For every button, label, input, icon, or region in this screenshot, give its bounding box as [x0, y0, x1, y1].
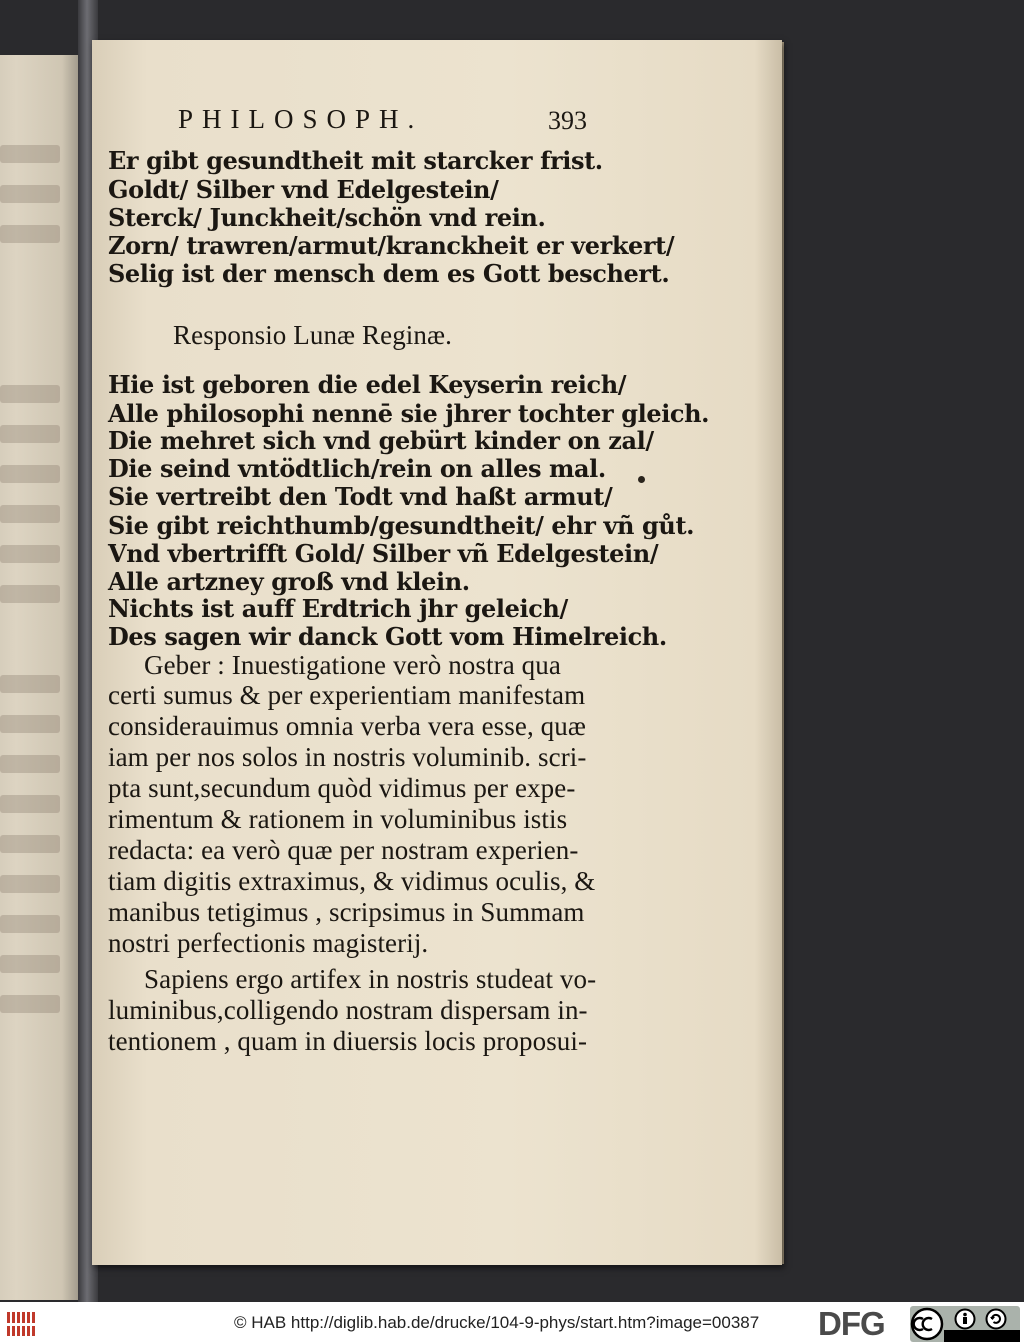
facing-page-text-fragment: [0, 385, 60, 403]
source-link[interactable]: © HAB http://diglib.hab.de/drucke/104-9-phys/start.htm?image=00387: [234, 1313, 760, 1332]
facing-page-text-fragment: [0, 585, 60, 603]
verse-line: Er gibt gesundtheit mit starcker frist.: [108, 146, 603, 175]
facing-page-text-fragment: [0, 795, 60, 813]
latin-line: considerauimus omnia verba vera esse, quæ: [108, 711, 586, 741]
latin-line: iam per nos solos in nostris voluminib. scri-: [108, 742, 587, 772]
hab-logo-icon: [6, 1310, 40, 1338]
verse-line: Sie vertreibt den Todt vnd haßt armut/: [108, 482, 613, 511]
section-heading: Responsio Lunæ Reginæ.: [173, 320, 452, 350]
latin-line: pta sunt,secundum quòd vidimus per expe-: [108, 773, 576, 803]
latin-line: Sapiens ergo artifex in nostris studeat vo-: [144, 964, 597, 994]
latin-line: luminibus,colligendo nostram dispersam in-: [108, 995, 588, 1025]
facing-page-text-fragment: [0, 875, 60, 893]
facing-page-text-fragment: [0, 995, 60, 1013]
verse-line: Goldt/ Silber vnd Edelgestein/: [108, 175, 499, 204]
verse-line: Sie gibt reichthumb/gesundtheit/ ehr vñ gůt.: [108, 511, 695, 540]
facing-page-text-fragment: [0, 715, 60, 733]
latin-line: manibus tetigimus , scripsimus in Summam: [108, 897, 585, 927]
verse-line: Die seind vntödtlich/rein on alles mal.: [108, 454, 606, 483]
facing-page-text-fragment: [0, 675, 60, 693]
latin-line: nostri perfectionis magisterij.: [108, 928, 429, 958]
facing-page-text-fragment: [0, 185, 60, 203]
latin-line: redacta: ea verò quæ per nostram experien-: [108, 835, 579, 865]
verse-line: Die mehret sich vnd gebürt kinder on zal/: [108, 426, 654, 455]
cc-by-sa-icon[interactable]: [910, 1306, 1020, 1342]
dfg-logo: DFG: [818, 1305, 885, 1342]
latin-line: tiam digitis extraximus, & vidimus oculis, &: [108, 866, 596, 896]
latin-line: Geber : Inuestigatione verò nostra qua: [144, 650, 561, 680]
verse-line: Zorn/ trawren/armut/kranckheit er verkert/: [108, 231, 675, 260]
verse-line: Nichts ist auff Erdtrich jhr geleich/: [108, 594, 568, 623]
facing-page-text-fragment: [0, 145, 60, 163]
verse-line: Hie ist geboren die edel Keyserin reich/: [108, 370, 627, 399]
running-head: PHILOSOPH.: [178, 104, 424, 134]
viewer-footer: [0, 1302, 1024, 1344]
verse-line: Sterck/ Junckheit/schön vnd rein.: [108, 203, 546, 232]
verse-line: Alle artzney groß vnd klein.: [108, 567, 470, 596]
facing-page-text-fragment: [0, 755, 60, 773]
verse-line: Alle philosophi nennē sie jhrer tochter gleich.: [108, 399, 710, 428]
verse-line: Des sagen wir danck Gott vom Himelreich.: [108, 622, 667, 651]
latin-line: certi sumus & per experientiam manifestam: [108, 680, 586, 710]
facing-page-text-fragment: [0, 915, 60, 933]
facing-page-text-fragment: [0, 225, 60, 243]
facing-page-edge: [0, 55, 85, 1300]
facing-page-text-fragment: [0, 835, 60, 853]
facing-page-text-fragment: [0, 505, 60, 523]
verse-line: Vnd vbertrifft Gold/ Silber vñ Edelgestein/: [108, 539, 659, 568]
page-number: 393: [548, 106, 587, 135]
facing-page-text-fragment: [0, 425, 60, 443]
latin-line: rimentum & rationem in voluminibus istis: [108, 804, 568, 834]
verse-line: Selig ist der mensch dem es Gott beschert.: [108, 259, 670, 288]
facing-page-text-fragment: [0, 465, 60, 483]
latin-line: tentionem , quam in diuersis locis proposui-: [108, 1026, 588, 1056]
facing-page-text-fragment: [0, 545, 60, 563]
ink-speck: [638, 476, 645, 483]
facing-page-text-fragment: [0, 955, 60, 973]
